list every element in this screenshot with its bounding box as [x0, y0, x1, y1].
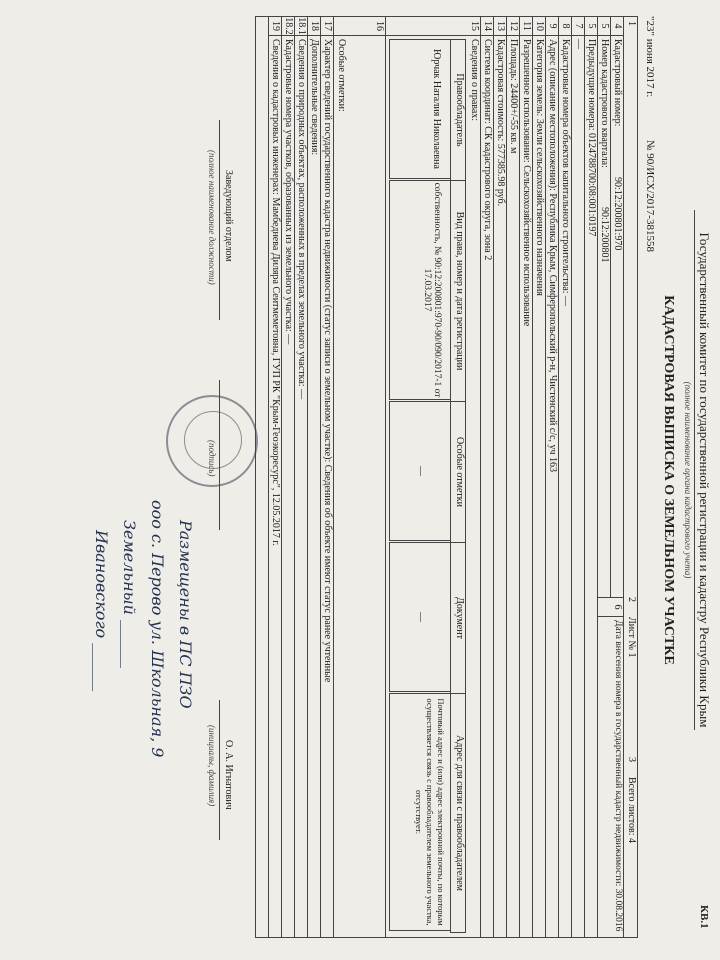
row-label: Кадастровая стоимость: 577385.98 руб. — [495, 39, 506, 207]
col-holder-header: Правообладатель — [450, 39, 466, 181]
row-label: Категория земель: Земли сельскохозяйственного назначения — [534, 39, 545, 296]
document-title: КАДАСТРОВАЯ ВЫПИСКА О ЗЕМЕЛЬНОМ УЧАСТКЕ — [661, 295, 676, 665]
row-registration-date — [597, 597, 624, 938]
issue-number: № 90/ИСХ/2017-381558 — [644, 140, 656, 252]
official-stamp — [166, 395, 258, 487]
row-label: Предыдущие номера: 0124788700:08:001:0197 — [586, 39, 597, 237]
sheet-number: Лист № 1 — [626, 617, 637, 658]
form-code: КВ.1 — [698, 905, 710, 929]
tail-rows — [255, 16, 386, 938]
row-cadastral-value — [493, 17, 507, 937]
authority-name: Государственный комитет по государственной регистрации и кадастру Республики Крым — [697, 232, 712, 728]
row-natural-objects — [294, 17, 308, 937]
col-2: 2 — [626, 597, 637, 602]
right-cell: собственность, № 90:12:200801:970-90/090/2017-1 от 17.03.2017 — [389, 180, 451, 400]
row-number: 18.2 — [283, 17, 294, 35]
row-label: Дополнительные сведения: — [309, 39, 320, 156]
rights-table — [388, 39, 466, 933]
holder-cell: Юрчак Наталия Николаевна — [389, 39, 451, 179]
row-number: 14 — [481, 17, 494, 36]
handwritten-line-1: Размещены в ПС ПЗО — [176, 520, 195, 709]
row-label: Система координат: СК кадастрового округа, зона 2 — [482, 39, 493, 261]
position-underline — [219, 120, 220, 320]
col-3: 3 — [626, 757, 637, 762]
address-cell: Почтовый адрес и (или) адрес электронной почты, по которым осуществляется связь с правообладателем земельного участка, отсутствует. — [389, 693, 451, 931]
row-number: 7 — [572, 17, 585, 36]
row-engineers — [268, 17, 282, 937]
col-1: 1 — [626, 21, 637, 26]
row-derived-parcels — [281, 17, 295, 937]
row-number: 10 — [533, 17, 546, 36]
cadastral-number-value: 90:12:200801:970 — [612, 177, 623, 251]
name-note: (инициалы, фамилия) — [207, 725, 217, 807]
name-underline — [219, 700, 220, 840]
row-label: — — [573, 39, 584, 49]
col-right-header: Вид права, номер и дата регистрации — [450, 180, 466, 402]
handwritten-line-4: Ивановского ______ — [92, 530, 111, 692]
row-label: Адрес (описание местоположения): Республика Крым, Симферопольский р-н, Чистенский с/с, уч 163 — [547, 39, 558, 473]
row-number: 9 — [546, 17, 559, 36]
total-sheets: Всего листов: 4 — [626, 777, 637, 844]
row-label: Особые отметки: — [336, 39, 347, 112]
signature-note: (подпись) — [207, 440, 217, 477]
row-number: 5 — [598, 17, 611, 36]
col-address-header: Адрес для связи с правообладателем — [450, 693, 466, 933]
row-number: 6 — [598, 598, 624, 617]
quarter-number-value: 90:12:200801 — [599, 207, 610, 263]
row-label: Площадь: 24400+/-55 кв. м — [508, 39, 519, 154]
info-rows — [385, 16, 624, 938]
row-label: Характер сведений государственного кадастра недвижимости (статус записи о земельном участке): Сведения об объекте имеют статус ранее учтенные — [322, 39, 333, 683]
row-number: 15 — [386, 17, 481, 36]
handwritten-line-2: ооо с. Перово ул. Школьная, 9 — [148, 500, 167, 758]
row-number: 12 — [507, 17, 520, 36]
row-special-notes — [333, 17, 386, 937]
row-number: 4 — [611, 17, 624, 36]
row-number: 5 — [585, 17, 598, 36]
row-number: 13 — [494, 17, 507, 36]
row-number: 19 — [269, 17, 282, 36]
sheet-row — [623, 16, 638, 938]
stamp-inner-ring — [184, 411, 242, 469]
doc-cell: — — [389, 542, 451, 692]
row-label: Кадастровые номера участков, образованных из земельного участка: — — [283, 39, 294, 345]
issue-date: "23" июня 2017 г. — [644, 16, 656, 98]
row-label: Кадастровые номера объектов капитального строительства: — — [560, 39, 571, 307]
row-address — [545, 17, 559, 937]
col-notes-header: Особые отметки — [450, 401, 466, 543]
position-note: (полное наименование должности) — [207, 150, 217, 285]
row-label: Кадастровый номер: — [612, 39, 623, 127]
row-area — [506, 17, 520, 937]
col-doc-header: Документ — [450, 542, 466, 694]
row-number: 16 — [334, 17, 386, 36]
row-number: 8 — [559, 17, 572, 36]
row-coordinate-system — [480, 17, 494, 937]
authority-underline — [694, 210, 695, 730]
row-label: Дата внесения номера в государственный кадастр недвижимости: 30.08.2016 — [613, 620, 623, 932]
row-label: Сведения о правах: — [469, 39, 480, 122]
row-additional — [307, 17, 321, 937]
signer-position: Заведующий отделом — [223, 170, 234, 262]
row-status — [320, 17, 334, 937]
handwritten-line-3: Земельный ______ — [120, 520, 139, 669]
row-previous-numbers — [584, 17, 598, 937]
row-label: Номер кадастрового квартала: — [599, 39, 610, 168]
row-quarter-number — [597, 17, 611, 597]
row-rights — [468, 17, 481, 937]
row-cadastral-number — [610, 17, 624, 597]
row-label: Сведения о природных объектах, расположенных в пределах земельного участка: — — [296, 39, 307, 400]
row-permitted-use — [519, 17, 533, 937]
row-number: 11 — [520, 17, 533, 36]
row-number: 17 — [321, 17, 334, 36]
row-number: 18.1 — [296, 17, 307, 35]
row-label: Сведения о кадастровых инженерах: Мамбеднева Диляра Сеитмеметовна, ГУП РК "Крым-Геоэкоресурс", 12.05.2017 г. — [270, 39, 281, 546]
row-7 — [571, 17, 585, 937]
notes-cell: — — [389, 401, 451, 541]
signer-name: О. А. Игнатович — [223, 740, 234, 810]
row-land-category — [532, 17, 546, 937]
row-number: 18 — [308, 17, 321, 36]
row-label: Разрешенное использование: Сельскохозяйственное использование — [521, 39, 532, 327]
authority-note: (полное наименование органа кадастрового учета) — [683, 381, 693, 579]
row-capital-objects — [558, 17, 572, 937]
